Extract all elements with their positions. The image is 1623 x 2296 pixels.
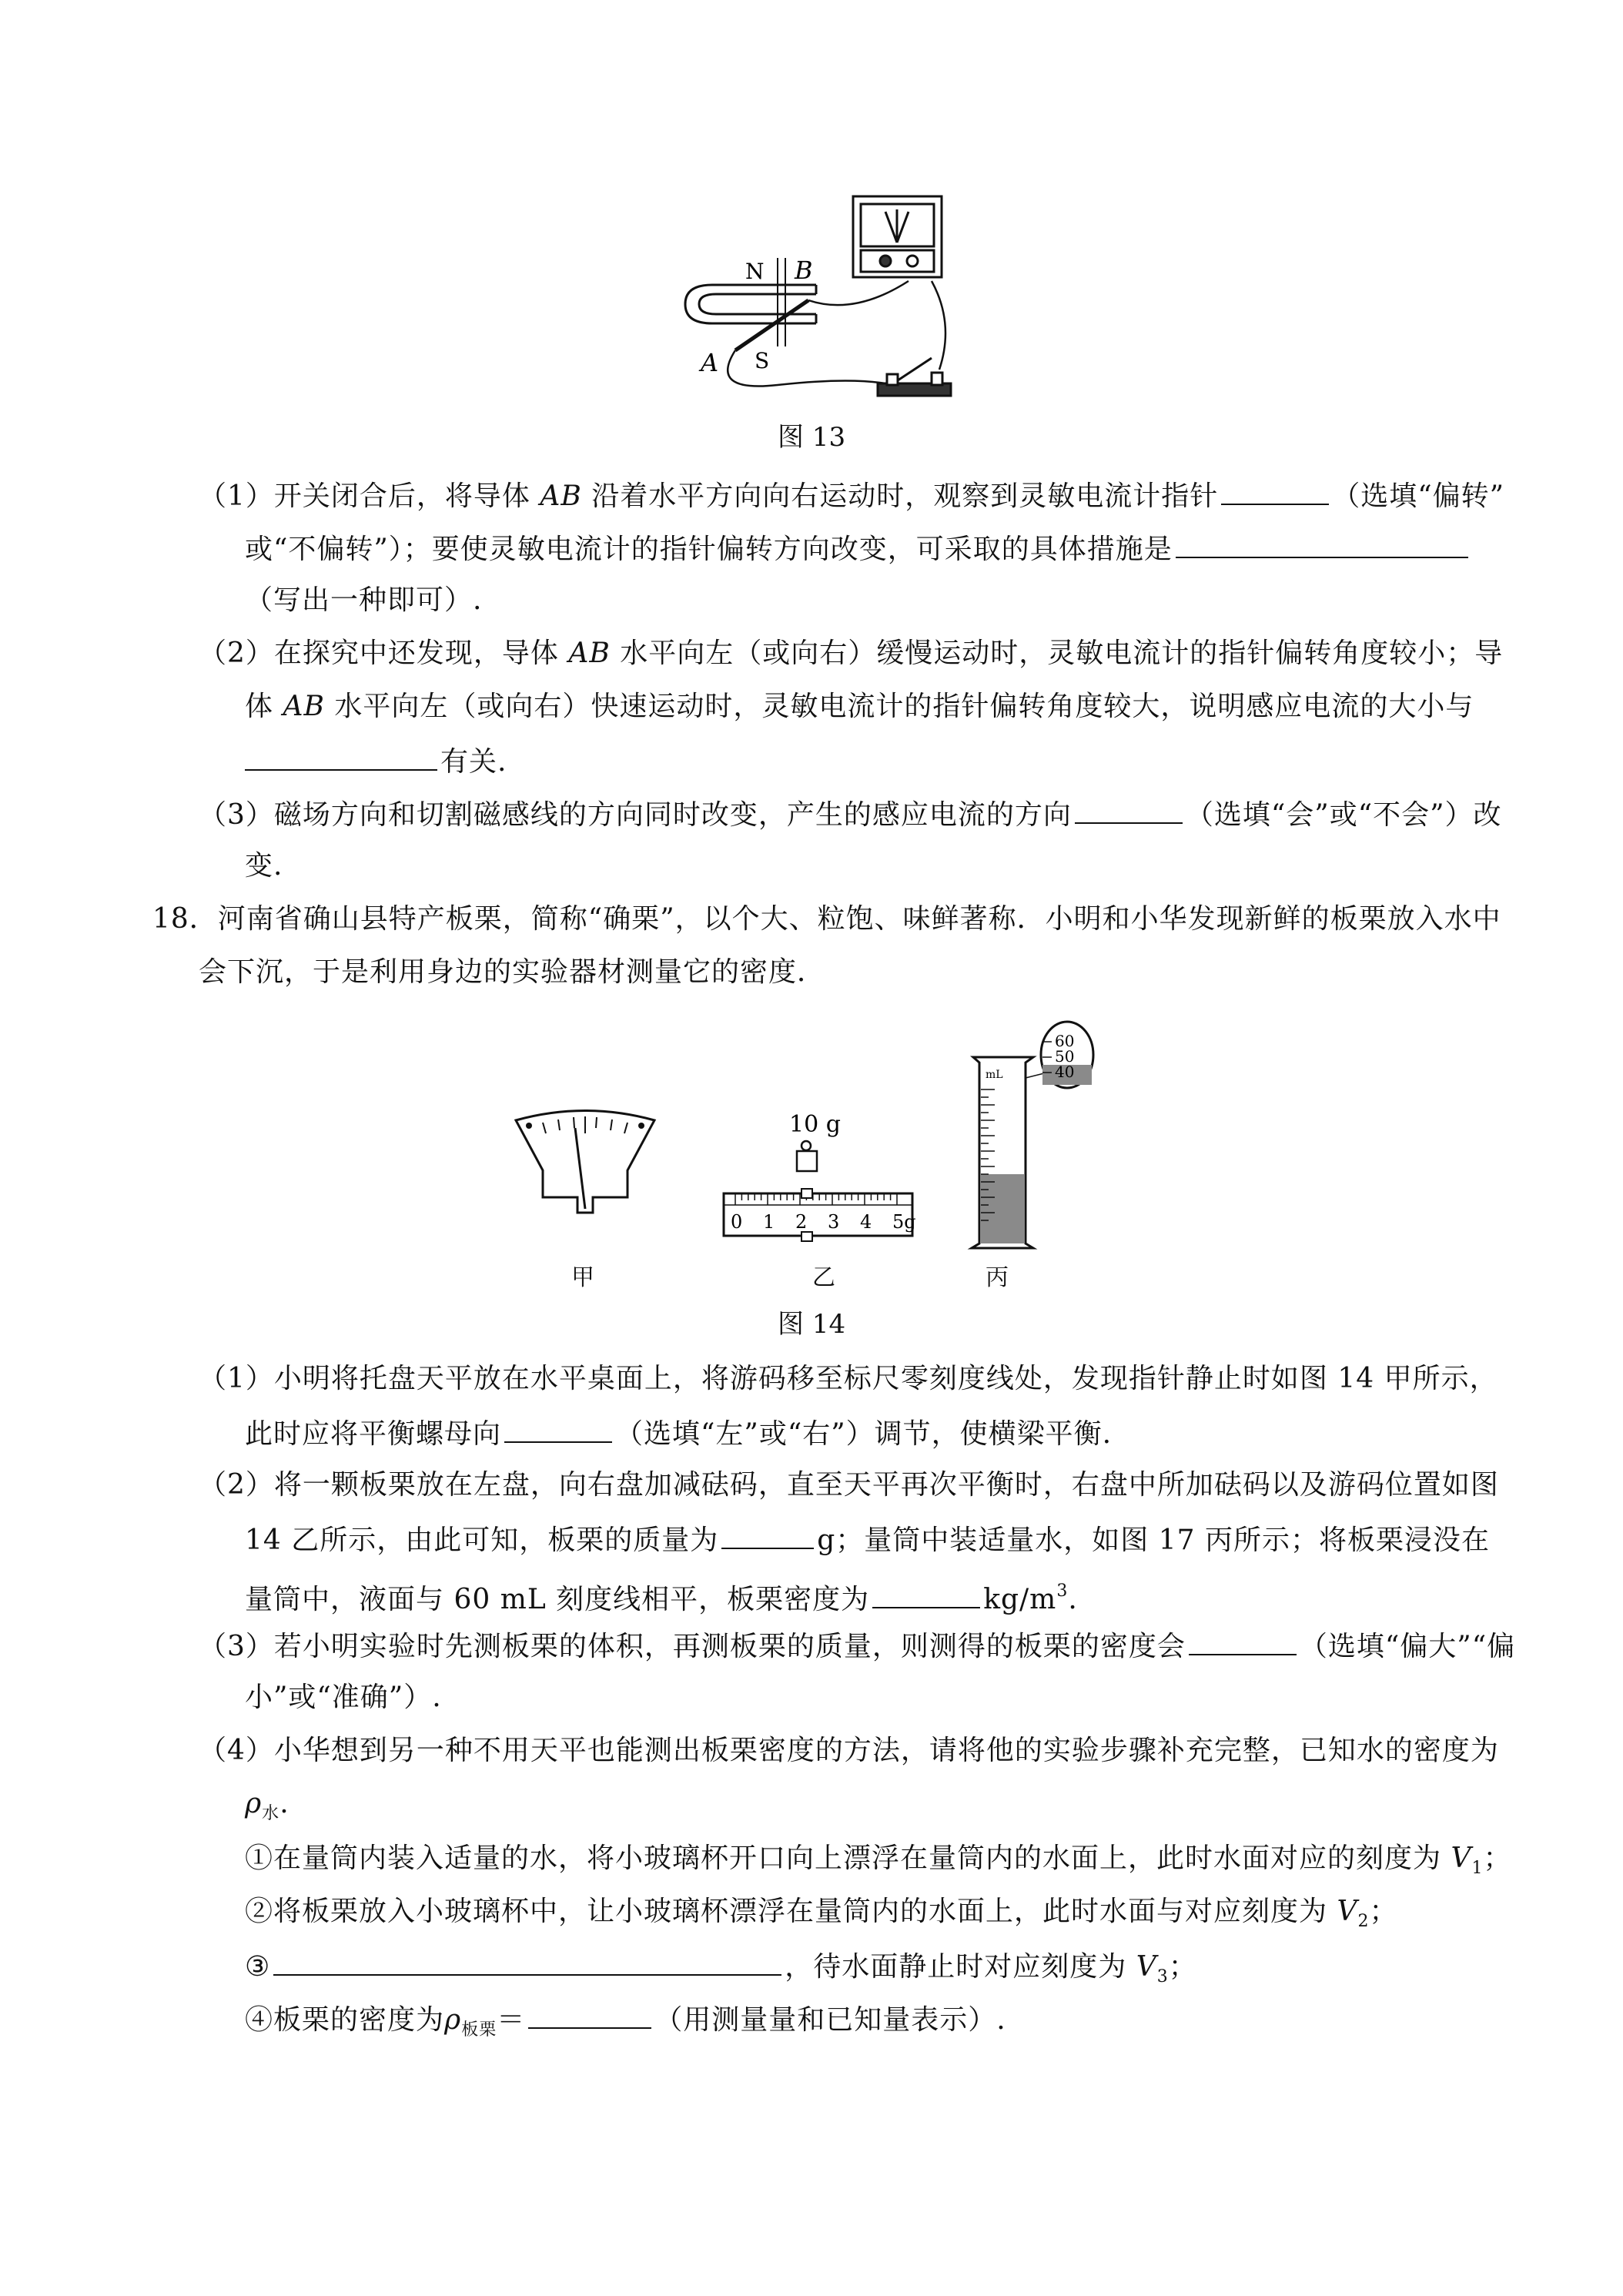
weight-label: 10 g [789, 1111, 841, 1138]
scale-tick-label: 0 [731, 1211, 743, 1233]
fig14-scale [720, 1109, 920, 1255]
q17-p3-line2: 变. [245, 850, 283, 882]
conductor-ab [735, 300, 808, 350]
fig13-label-a: A [701, 348, 719, 377]
q17-p1-blank2[interactable] [1176, 529, 1468, 558]
q18-p1-line1: （1）小明将托盘天平放在水平桌面上，将游码移至标尺零刻度线处，发现指针静止时如图 14 甲所示， [199, 1363, 1498, 1394]
fig14-cylinder [962, 1020, 1101, 1259]
q18-p4-step1: ①在量筒内装入适量的水，将小玻璃杯开口向上漂浮在量筒内的水面上，此时水面对应的刻度为 $V_1$； [245, 1842, 1512, 1878]
q18-p2-line1: （2）将一颗板栗放在左盘，向右盘加减砝码，直至天平再次平衡时，右盘中所加砝码以及游码位置如图 [199, 1469, 1499, 1501]
fig14-dial [512, 1109, 658, 1224]
q18-p4-line1: （4）小华想到另一种不用天平也能测出板栗密度的方法，请将他的实验步骤补充完整，已知水的密度为 [199, 1735, 1499, 1766]
q18-p4-blank3[interactable] [273, 1946, 781, 1976]
q17-p1-line2: 或“不偏转”）；要使灵敏电流计的指针偏转方向改变，可采取的具体措施是 [245, 529, 1471, 568]
switch [878, 358, 951, 396]
fig13-label-s: S [755, 348, 770, 373]
q17-p2-blank[interactable] [245, 741, 437, 771]
q18-p4-step4: ④板栗的密度为$\rho_{板栗}=$ （用测量量和已知量表示）. [245, 2000, 1006, 2049]
cyl-unit: mL [986, 1069, 1003, 1081]
q18-p1-line2: 此时应将平衡螺母向 （选填“左”或“右”）调节，使横梁平衡. [245, 1414, 1112, 1453]
q18-p3-blank[interactable] [1189, 1626, 1297, 1655]
fig14-label-yi: 乙 [812, 1264, 835, 1291]
q17-p1-blank1[interactable] [1221, 476, 1329, 505]
q18-intro-line2: 会下沉，于是利用身边的实验器材测量它的密度． [199, 956, 826, 988]
scale-tick-label: 5g [892, 1211, 916, 1233]
cyl-mark-40: 40 [1055, 1063, 1075, 1081]
figure-13 [662, 192, 970, 412]
q18-intro-line1: 18．河南省确山县特产板栗，简称“确栗”，以个大、粒饱、味鲜著称．小明和小华发现新鲜的板栗放入水中 [152, 903, 1501, 935]
q17-p2-line3: 有关. [245, 741, 507, 781]
cyl-mark-60: 60 [1055, 1032, 1075, 1050]
fig13-label-b: B [795, 256, 813, 285]
fig14-label-bing: 丙 [986, 1264, 1009, 1291]
q18-p1-blank[interactable] [504, 1414, 612, 1443]
rider [801, 1189, 812, 1198]
q18-p3-line2: 小”或“准确”）. [245, 1682, 442, 1713]
q17-p2-line2: 体 AB 水平向左（或向右）快速运动时，灵敏电流计的指针偏转角度较大，说明感应电流的大小与 [245, 691, 1474, 722]
scale-tick-label: 2 [795, 1211, 808, 1233]
fig14-label-jia: 甲 [571, 1264, 594, 1291]
q18-p2-line2: 14 乙所示，由此可知，板栗的质量为 g；量筒中装适量水，如图 17 丙所示；将板栗浸没在 [245, 1520, 1490, 1559]
scale-tick-label: 1 [763, 1211, 775, 1233]
q18-p2-blank2[interactable] [872, 1579, 980, 1608]
fig13-label-n: N [745, 259, 765, 284]
q18-p4-step3: ③ ，待水面静止时对应刻度为 $V_3$； [245, 1946, 1197, 1996]
weight-10g [797, 1141, 817, 1171]
galvanometer [853, 196, 942, 277]
scale-tick-label: 4 [860, 1211, 872, 1233]
q18-p4-line2: $\rho_水$. [245, 1788, 289, 1823]
q17-p2-line1: （2）在探究中还发现，导体 AB 水平向左（或向右）缓慢运动时，灵敏电流计的指针偏转角度较小；导 [199, 638, 1504, 669]
q17-p1-line3: （写出一种即可）. [245, 584, 483, 616]
scale-tick-label: 3 [828, 1211, 840, 1233]
q18-p2-blank1[interactable] [721, 1520, 814, 1549]
q18-p2-line3: 量筒中，液面与 60 mL 刻度线相平，板栗密度为 $kg/m^3$. [245, 1573, 1078, 1618]
q18-p3-line1: （3）若小明实验时先测板栗的体积，再测板栗的质量，则测得的板栗的密度会 （选填“偏大”“偏 [199, 1626, 1515, 1665]
q18-p4-blank4[interactable] [528, 2000, 651, 2029]
fig13-caption: 图 13 [778, 422, 846, 453]
q18-p4-step2: ②将板栗放入小玻璃杯中，让小玻璃杯漂浮在量筒内的水面上，此时水面与对应刻度为 $V_2$； [245, 1896, 1398, 1931]
horseshoe-magnet [685, 285, 816, 323]
q17-p3-line1: （3）磁场方向和切割磁感线的方向同时改变，产生的感应电流的方向 （选填“会”或“不会”）改 [199, 795, 1502, 834]
q17-p1-line1: （1）开关闭合后，将导体 AB 沿着水平方向向右运动时，观察到灵敏电流计指针 （选填“偏转” [199, 476, 1504, 515]
fig14-caption: 图 14 [778, 1309, 846, 1340]
q17-p3-blank[interactable] [1075, 795, 1183, 824]
cyl-mark-50: 50 [1055, 1047, 1075, 1066]
